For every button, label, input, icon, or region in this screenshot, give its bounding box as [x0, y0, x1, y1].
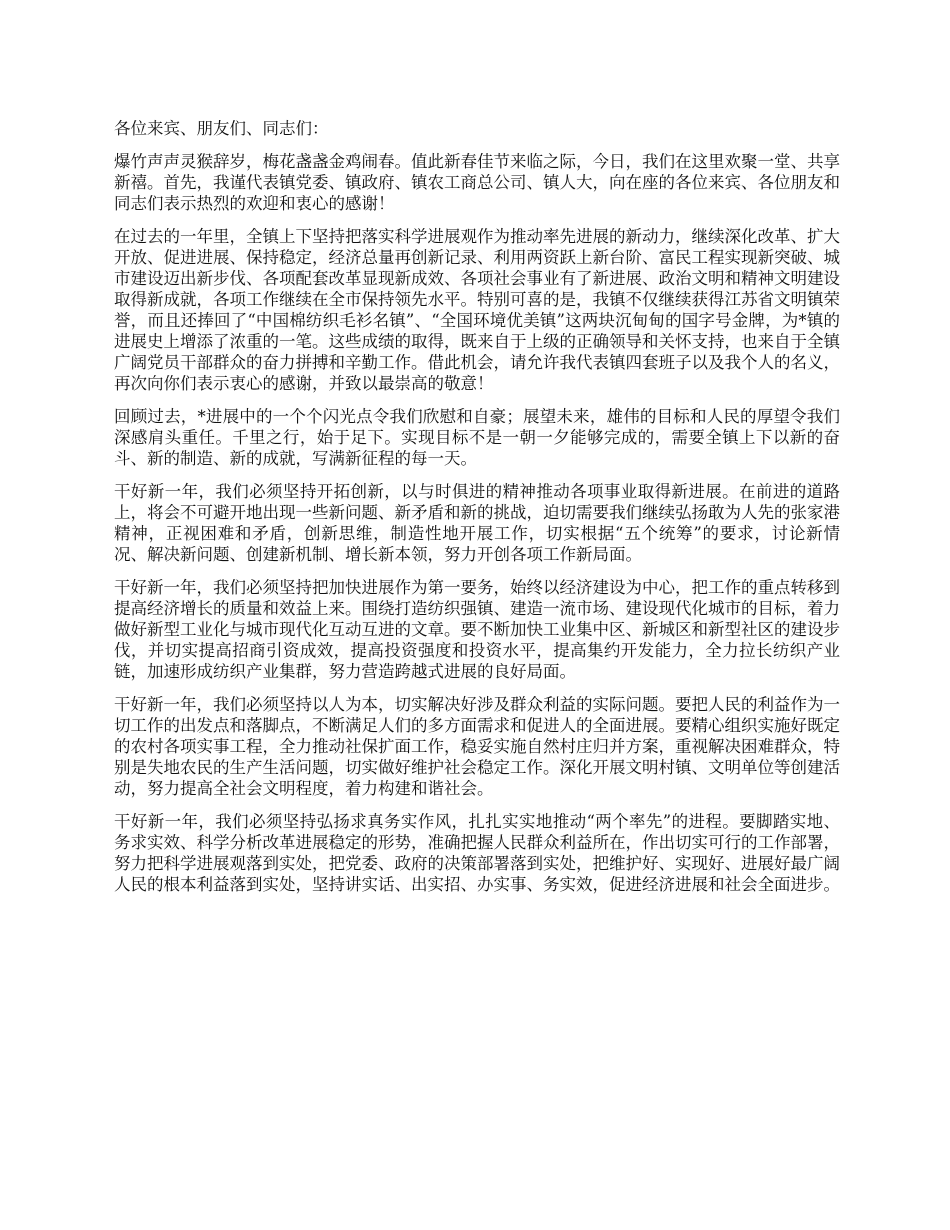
paragraph-past-year: 在过去的一年里，全镇上下坚持把落实科学进展观作为推动率先进展的新动力，继续深化改革、扩大开放、促进进展、保持稳定，经济总量再创新记录、利用两资跃上新台阶、富民工程实现新突破、城市建设迈出新步伐、各项配套改革显现新成效、各项社会事业有了新进展、政治文明和精神文明建设取得新成就，各项工作继续在全市保持领先水平。特别可喜的是，我镇不仅继续获得江苏省文明镇荣誉，而且还捧回了“中国棉纺织毛衫名镇”、“全国环境优美镇”这两块沉甸甸的国字号金牌，为*镇的进展史上增添了浓重的一笔。这些成绩的取得，既来自于上级的正确领导和关怀支持，也来自于全镇广阔党员干部群众的奋力拼搏和辛勤工作。借此机会，请允许我代表镇四套班子以及我个人的名义，再次向你们表示衷心的感谢，并致以最崇高的敬意！ — [114, 227, 840, 393]
paragraph-development: 干好新一年，我们必须坚持把加快进展作为第一要务，始终以经济建设为中心，把工作的重点转移到提高经济增长的质量和效益上来。围绕打造纺织强镇、建造一流市场、建设现代化城市的目标，着力做好新型工业化与城市现代化互动互进的文章。要不断加快工业集中区、新城区和新型社区的建设步伐，并切实提高招商引资成效，提高投资强度和投资水平，提高集约开发能力，全力拉长纺织产业链，加速形成纺织产业集群，努力营造跨越式进展的良好局面。 — [114, 578, 840, 681]
paragraph-pragmatism: 干好新一年，我们必须坚持弘扬求真务实作风，扎扎实实地推动“两个率先”的进程。要脚踏实地、务求实效、科学分析改革进展稳定的形势，准确把握人民群众利益所在，作出切实可行的工作部署，努力把科学进展观落到实处，把党委、政府的决策部署落到实处，把维护好、实现好、进展好最广阔人民的根本利益落到实处，坚持讲实话、出实招、办实事、务实效，促进经济进展和社会全面进步。 — [114, 812, 840, 894]
paragraph-people-first: 干好新一年，我们必须坚持以人为本，切实解决好涉及群众利益的实际问题。要把人民的利益作为一切工作的出发点和落脚点，不断满足人们的多方面需求和促进人的全面进展。要精心组织实施好既定的农村各项实事工程，全力推动社保扩面工作，稳妥实施自然村庄归并方案，重视解决困难群众，特别是失地农民的生产生活问题，切实做好维护社会稳定工作。深化开展文明村镇、文明单位等创建活动，努力提高全社会文明程度，着力构建和谐社会。 — [114, 695, 840, 798]
document-page — [114, 118, 840, 907]
paragraph-innovation: 干好新一年，我们必须坚持开拓创新，以与时俱进的精神推动各项事业取得新进展。在前进的道路上，将会不可避开地出现一些新问题、新矛盾和新的挑战，迫切需要我们继续弘扬敢为人先的张家港精神，正视困难和矛盾，创新思维，制造性地开展工作，切实根据“五个统筹”的要求，讨论新情况、解决新问题、创建新机制、增长新本领，努力开创各项工作新局面。 — [114, 482, 840, 564]
paragraph-welcome: 爆竹声声灵猴辞岁，梅花盏盏金鸡闹春。值此新春佳节来临之际，今日，我们在这里欢聚一堂、共享新禧。首先，我谨代表镇党委、镇政府、镇农工商总公司、镇人大，向在座的各位来宾、各位朋友和同志们表示热烈的欢迎和衷心的感谢！ — [114, 152, 840, 213]
paragraph-review-outlook: 回顾过去，*进展中的一个个闪光点令我们欣慰和自豪；展望未来，雄伟的目标和人民的厚望令我们深感肩头重任。千里之行，始于足下。实现目标不是一朝一夕能够完成的，需要全镇上下以新的奋斗、新的制造、新的成就，写满新征程的每一天。 — [114, 407, 840, 468]
greeting-line: 各位来宾、朋友们、同志们： — [114, 119, 329, 138]
